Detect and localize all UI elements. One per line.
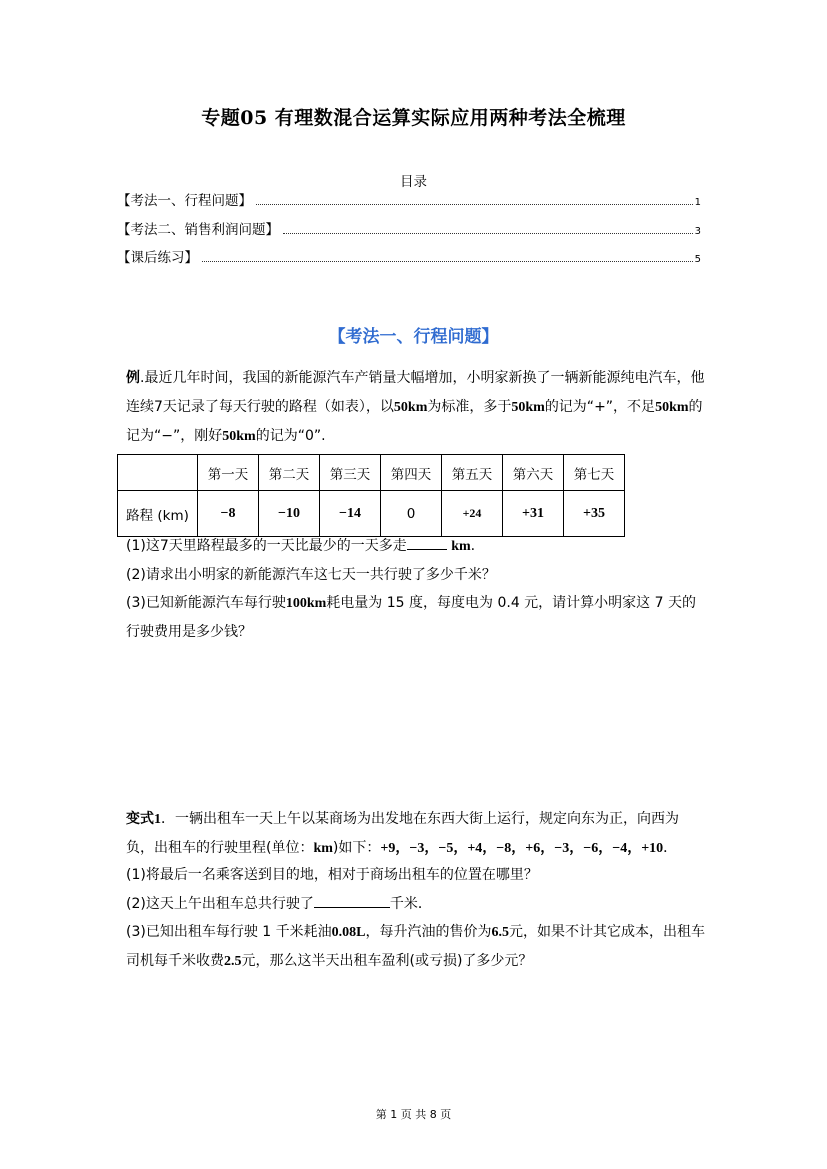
question-1 (126, 532, 706, 561)
toc-leader (202, 260, 693, 262)
day-header: 第四天 (381, 455, 442, 491)
route-table (117, 454, 625, 537)
example-text: .最近几年时间，我国的新能源汽车产销量大幅增加，小明家新换了一辆新能源纯电汽车，他连续7天记录了每天行驶的路程（如表），以 (126, 370, 705, 415)
toc-item-label: 【考法一、行程问题】 (117, 193, 252, 209)
toc-item-page: 5 (694, 254, 701, 265)
toc-item[interactable] (117, 218, 701, 236)
variant-paragraph (126, 805, 706, 863)
distance-value: −14 (320, 491, 381, 537)
day-header: 第一天 (198, 455, 259, 491)
question-text: 元，那么这半天出租车盈利(或亏损)了多少元？ (241, 953, 533, 969)
toc-item-page: 3 (694, 226, 701, 237)
example-lead: 例 (126, 371, 140, 386)
question-text: (3)已知出租车每行驶 1 千米耗油 (126, 924, 332, 940)
variant-question-2 (126, 890, 706, 918)
distance-value: −8 (198, 491, 259, 537)
table-row (118, 491, 625, 537)
example-text: 的记为“−”，刚好 (126, 399, 703, 444)
toc-leader (283, 232, 693, 234)
question-text: (2)这天上午出租车总共行驶了 (126, 896, 314, 912)
table-corner-cell (118, 455, 198, 491)
table-row (118, 455, 625, 491)
question-text: (1)这7天里路程最多的一天比最少的一天多走 (126, 538, 407, 554)
section-heading: 【考法一、行程问题】 (328, 327, 499, 347)
day-header: 第七天 (564, 455, 625, 491)
example-text: 的记为“0”. (255, 428, 326, 444)
example-text: 的记为“+”，不足 (544, 399, 656, 415)
km-value: 50km (655, 400, 689, 415)
day-header: 第六天 (503, 455, 564, 491)
toc-leader (256, 203, 693, 205)
distance-value: +35 (564, 491, 625, 537)
question-text: 千米． (389, 896, 432, 912)
question-2: (2)请求出小明家的新能源汽车这七天一共行驶了多少千米？ (126, 567, 496, 583)
oil-value: 0.08L (331, 925, 366, 940)
fee-value: 2.5 (224, 954, 242, 969)
day-header: 第五天 (442, 455, 503, 491)
km-value: 50km (393, 400, 428, 415)
price-value: 6.5 (491, 925, 509, 940)
variant-lead: 变式1 (126, 812, 161, 827)
row-label: 路程 (km) (118, 491, 198, 537)
distance-value: +24 (442, 491, 503, 537)
distance-value: +31 (503, 491, 564, 537)
page-footer: 第 1 页 共 8 页 (375, 1108, 452, 1121)
unit-km: km (313, 841, 333, 856)
toc-heading: 目录 (400, 174, 427, 190)
example-paragraph (126, 364, 706, 451)
example-text: 为标准，多于 (427, 399, 512, 415)
answer-blank[interactable] (314, 893, 390, 908)
question-text: (3)已知新能源汽车每行驶 (126, 595, 286, 611)
variant-text: )如下： (332, 840, 381, 856)
variant-question-1: (1)将最后一名乘客送到目的地，相对于商场出租车的位置在哪里？ (126, 867, 538, 883)
km-value: 50km (222, 429, 256, 444)
question-text: . (470, 538, 476, 554)
variant-text: ． (663, 840, 678, 856)
distance-value: 0 (381, 491, 442, 537)
unit-km: km (451, 539, 471, 554)
variant-question-3 (126, 918, 706, 976)
km-value: 100km (285, 596, 327, 611)
question-3 (126, 589, 706, 646)
answer-blank[interactable] (407, 535, 447, 550)
question-text: 元，如果不计其它成本，出租车司机每千米收费 (126, 924, 705, 969)
toc-item-label: 【课后练习】 (117, 250, 198, 266)
km-value: 50km (511, 400, 545, 415)
mileage-list: +9，−3，−5，+4，−8，+6，−3，−6，−4，+10 (380, 841, 664, 856)
toc-item-label: 【考法二、销售利润问题】 (117, 222, 279, 238)
variant-text: ．一辆出租车一天上午以某商场为出发地在东西大街上运行，规定向东为正，向西为负，出租车的行驶里程(单位： (126, 811, 679, 856)
day-header: 第三天 (320, 455, 381, 491)
question-text: 耗电量为 15 度，每度电为 0.4 元，请计算小明家这 7 天的行驶费用是多少钱？ (126, 595, 696, 640)
toc-item[interactable] (117, 246, 701, 264)
day-header: 第二天 (259, 455, 320, 491)
distance-value: −10 (259, 491, 320, 537)
question-text: ，每升汽油的售价为 (365, 924, 492, 940)
toc-item[interactable] (117, 189, 701, 207)
document-title: 专题05 有理数混合运算实际应用两种考法全梳理 (201, 107, 626, 129)
toc-item-page: 1 (694, 197, 701, 208)
